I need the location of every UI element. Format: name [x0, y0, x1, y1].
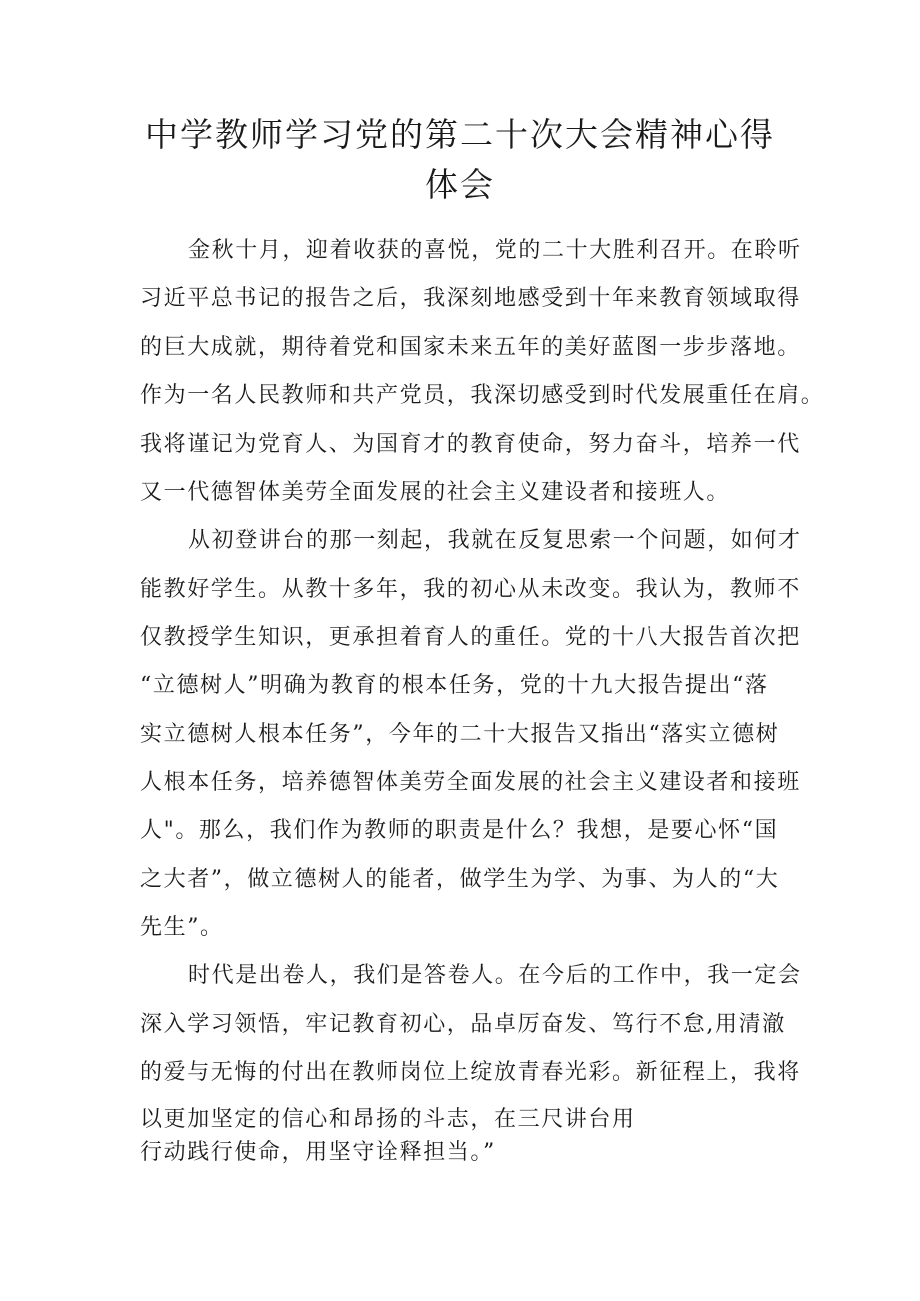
paragraph-2-line-2: 能教好学生。从教十多年，我的初心从未改变。我认为，教师不: [140, 577, 801, 602]
paragraph-3-line-4: 以更加坚定的信心和昂扬的斗志，在三尺讲台用: [140, 1107, 636, 1132]
document-title-line-2: 体会: [425, 165, 495, 204]
paragraph-2-line-1: 从初登讲台的那一刻起，我就在反复思索一个问题，如何才: [188, 528, 802, 553]
paragraph-1-line-4: 作为一名人民教师和共产党员，我深切感受到时代发展重任在肩。: [140, 383, 825, 408]
paragraph-2-line-8: 之大者”，做立德树人的能者，做学生为学、为事、为人的“大: [140, 867, 780, 892]
paragraph-2-line-9: 先生”。: [140, 915, 224, 940]
paragraph-3-line-5: 行动践行使命，用坚守诠释担当。”: [140, 1140, 496, 1165]
paragraph-3-line-2: 深入学习领悟，牢记教育初心，品卓厉奋发、笃行不怠,用清澈: [140, 1012, 786, 1037]
paragraph-2-line-4: “立德树人”明确为教育的根本任务，党的十九大报告提出“落: [140, 673, 769, 698]
paragraph-1-line-2: 习近平总书记的报告之后，我深刻地感受到十年来教育领域取得: [140, 286, 801, 311]
paragraph-2-line-5: 实立德树人根本任务”，今年的二十大报告又指出“落实立德树: [140, 722, 780, 747]
paragraph-1-line-3: 的巨大成就，期待着党和国家未来五年的美好蓝图一步步落地。: [140, 335, 801, 360]
paragraph-2-line-7: 人"。那么，我们作为教师的职责是什么？我想，是要心怀“国: [140, 818, 779, 843]
paragraph-3-line-1: 时代是出卷人，我们是答卷人。在今后的工作中，我一定会: [188, 963, 802, 988]
paragraph-3-line-3: 的爱与无悔的付出在教师岗位上绽放青春光彩。新征程上，我将: [140, 1060, 801, 1085]
paragraph-1-line-1: 金秋十月，迎着收获的喜悦，党的二十大胜利召开。在聆听: [188, 238, 802, 263]
paragraph-1-line-6: 又一代德智体美劳全面发展的社会主义建设者和接班人。: [140, 480, 731, 505]
document-title-line-1: 中学教师学习党的第二十次大会精神心得: [145, 115, 775, 154]
paragraph-1-line-5: 我将谨记为党育人、为国育才的教育使命，努力奋斗，培养一代: [140, 432, 801, 457]
paragraph-2-line-6: 人根本任务，培养德智体美劳全面发展的社会主义建设者和接班: [140, 770, 801, 795]
paragraph-2-line-3: 仅教授学生知识，更承担着育人的重任。党的十八大报告首次把: [140, 625, 801, 650]
